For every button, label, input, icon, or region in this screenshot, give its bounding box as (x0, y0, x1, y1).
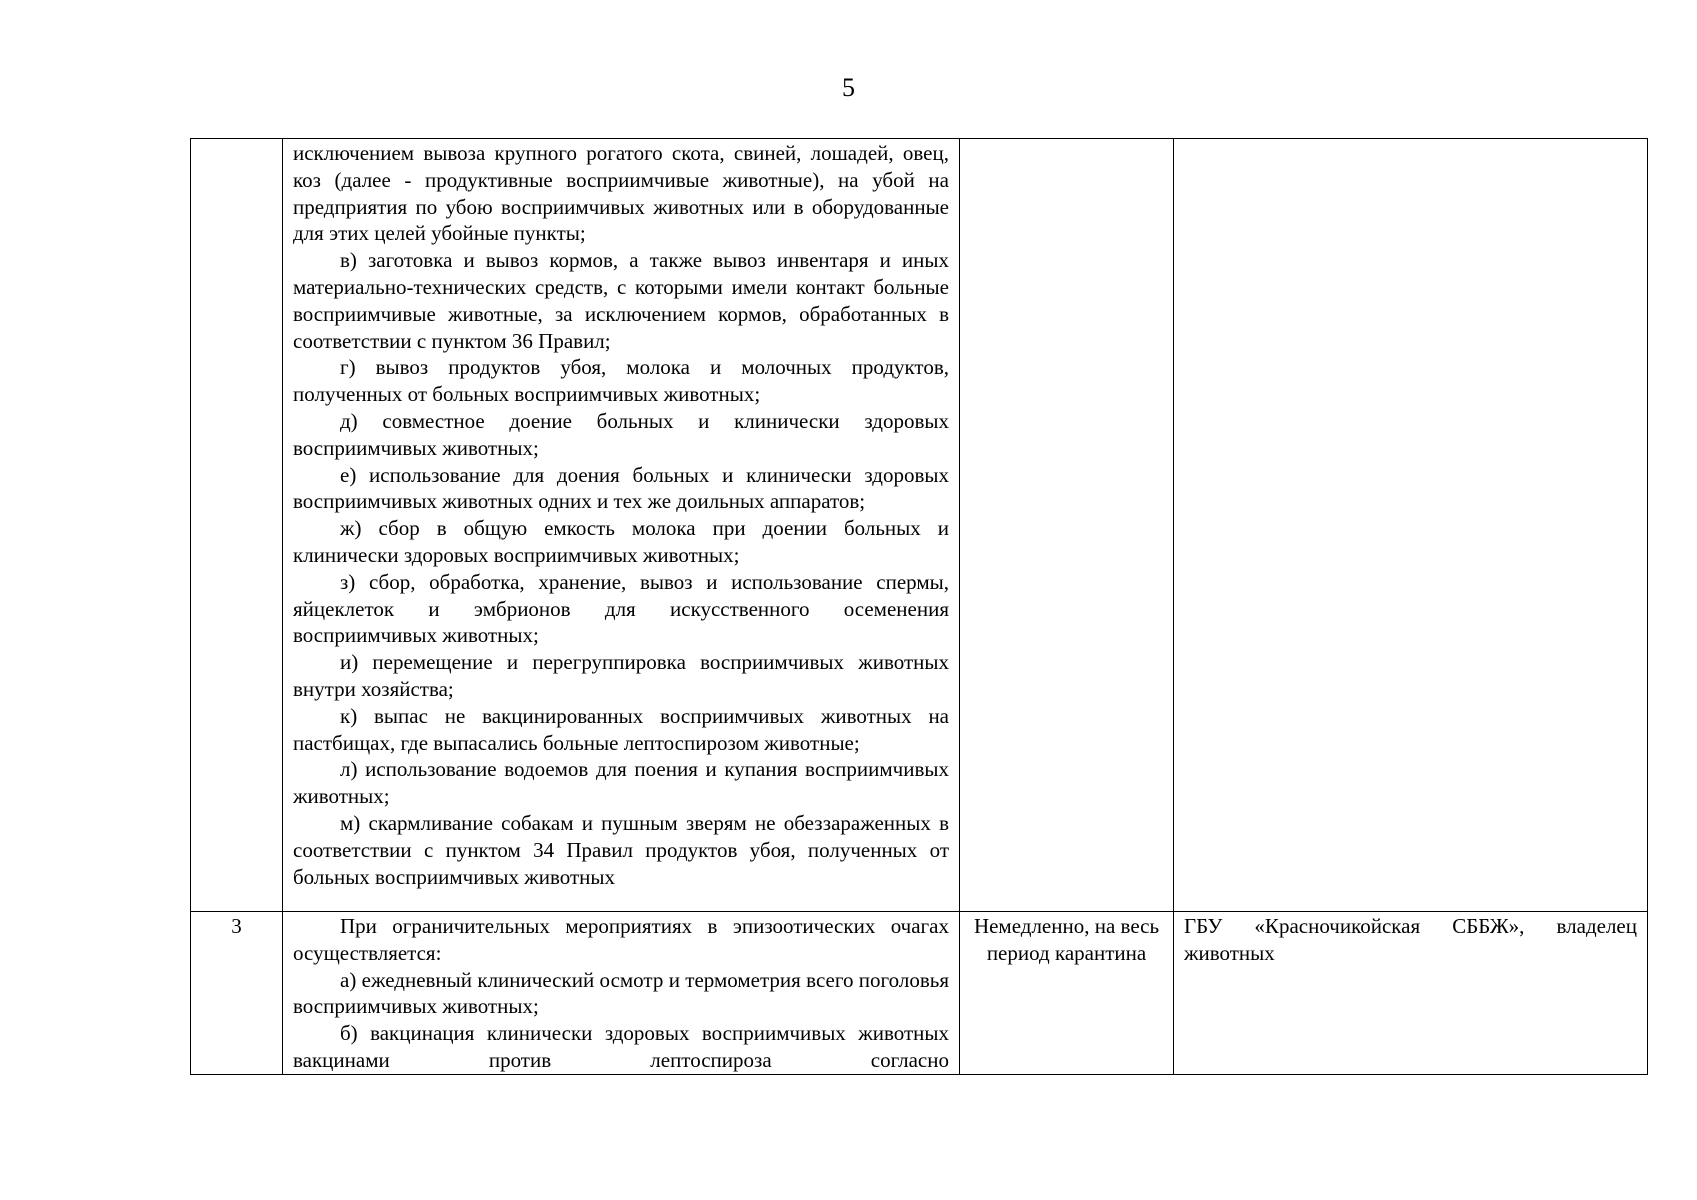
measure-paragraph: и) перемещение и перегруппировка восприимчивых животных внутри хозяйства; (293, 650, 949, 701)
measure-paragraph: г) вывоз продуктов убоя, молока и молочных продуктов, полученных от больных восприимчивых животных; (293, 355, 949, 407)
measure-paragraph: к) выпас не вакцинированных восприимчивых животных на пастбищах, где выпасались больные лептоспирозом животные; (293, 703, 949, 755)
table-row (191, 912, 1648, 1075)
measure-paragraph: з) сбор, обработка, хранение, вывоз и использование спермы, яйцеклеток и эмбрионов для искусственного осеменения восприимчивых животных; (293, 569, 949, 648)
measures-cell (283, 912, 960, 1075)
measure-paragraph: а) ежедневный клинический осмотр и термометрия всего поголовья восприимчивых животных; (293, 967, 949, 1019)
measure-paragraph: ж) сбор в общую емкость молока при доении больных и клинически здоровых восприимчивых животных; (293, 516, 949, 567)
measure-paragraph: исключением вывоза крупного рогатого скота, свиней, лошадей, овец, коз (далее - продуктивные восприимчивые животные), на убой на предприятия по убою восприимчивых животных или в оборудованные для этих целей убойные пункты; (293, 141, 949, 246)
term-cell (960, 139, 1174, 912)
measure-paragraph: б) вакцинация клинически здоровых восприимчивых животных вакцинами против лептоспироза согласно (293, 1021, 949, 1072)
responsible-cell (1174, 139, 1648, 912)
measure-paragraph: е) использование для доения больных и клинически здоровых восприимчивых животных одних и тех же доильных аппаратов; (293, 462, 949, 514)
measure-paragraph: При ограничительных мероприятиях в эпизоотических очагах осуществляется: (293, 914, 949, 965)
term-cell: Немедленно, на весь период карантина (960, 912, 1174, 1075)
measures-table (190, 138, 1648, 1075)
row-number-cell: 3 (191, 912, 283, 1075)
row-number-cell (191, 139, 283, 912)
measure-paragraph: д) совместное доение больных и клинически здоровых восприимчивых животных; (293, 408, 949, 460)
measure-paragraph: л) использование водоемов для поения и купания восприимчивых животных; (293, 757, 949, 809)
measure-paragraph: м) скармливание собакам и пушным зверям не обеззараженных в соответствии с пунктом 34 Правил продуктов убоя, полученных от больных восприимчивых животных (293, 810, 949, 889)
measures-cell (283, 139, 960, 912)
table-row (191, 139, 1648, 912)
measure-paragraph: в) заготовка и вывоз кормов, а также вывоз инвентаря и иных материально-технических средств, с которыми имели контакт больные восприимчивые животные, за исключением кормов, обработанных в соответствии с пунктом 36 Правил; (293, 248, 949, 353)
responsible-cell: ГБУ «Красночикойская СББЖ», владелец животных (1174, 912, 1648, 1075)
page-number: 5 (842, 73, 855, 102)
